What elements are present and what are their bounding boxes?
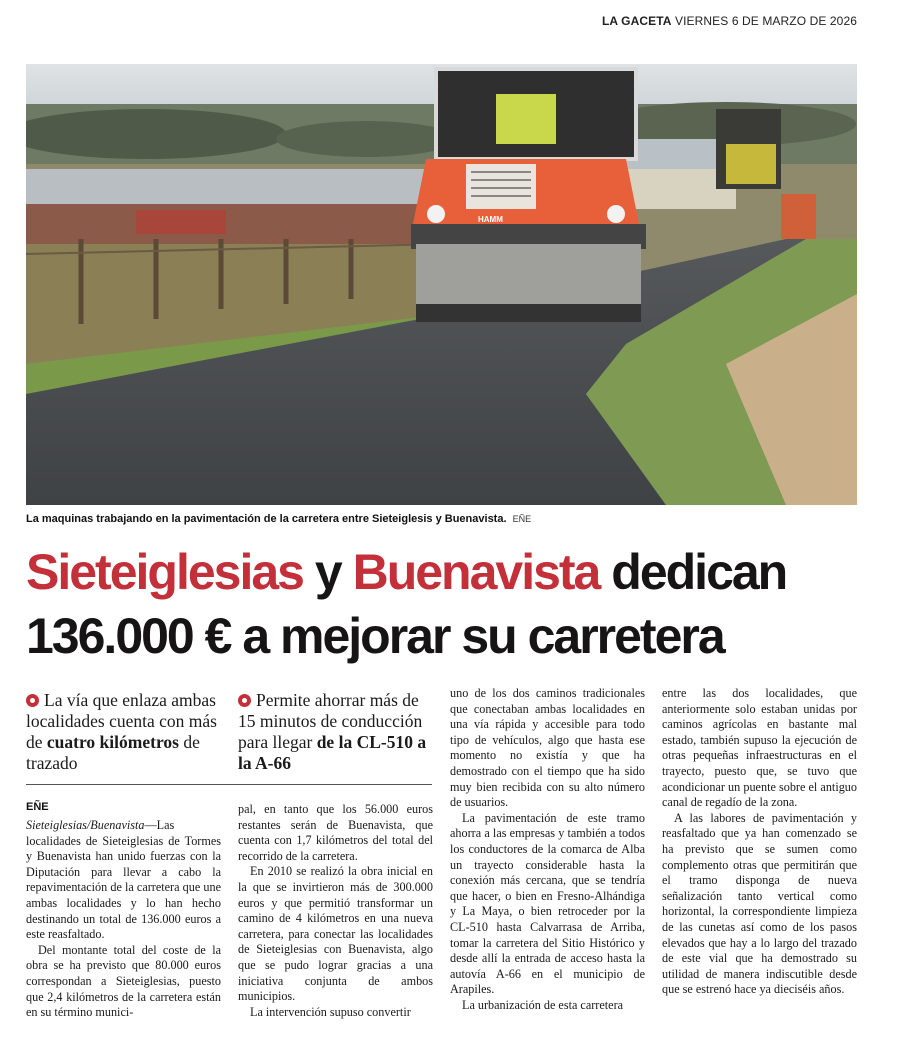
article-paragraph: La pavimentación de este tramo ahorra a las empresas y también a todos los conductores de la comarca de Alba un trayecto considerable hasta la conexión más cercana, que se tendría que hacer, o bien en Fresno-Alhándiga y La Maya, o bien retroceder por la CL-510 hasta Calvarrasa de Arriba, tomar la carretera del Sitio Histórico y desde allí la entrada de acceso hasta la autovía A-66 en el municipio de Arapiles. [450,810,645,997]
headline [26,540,876,668]
publication-name: LA GACETA [602,14,672,28]
byline: EÑE [26,801,49,813]
article-paragraph-text: —Las localidades de Sieteiglesias de Tormes y Buenavista han unido fuerzas con la Diputación para llevar a cabo la repavimentación de la carretera que une ambas localidades y lo han hecho destinando un total de 136.000 euros a este reasfaltado. [26,818,221,942]
article-column-4 [662,686,857,1025]
dateline: Sieteiglesias/Buenavista [26,818,145,832]
article-column-2 [238,802,433,1025]
article-paragraph: Del montante total del coste de la obra se ha previsto que 80.000 euros correspondan a Sieteiglesias, puesto que 2,4 kilómetros de la carretera están en su término munici- [26,942,221,1020]
photo-caption [26,513,857,525]
headline-connector: y [314,544,341,600]
subheadline-1-text: La vía que enlaza ambas localidades cuenta con más de [26,690,217,752]
issue-date: VIERNES 6 DE MARZO DE 2026 [675,14,857,28]
article-paragraph: La urbanización de esta carretera [462,997,624,1012]
subheadline-divider [26,784,432,785]
article-paragraph: pal, en tanto que los 56.000 euros restantes serán de Buenavista, que cuenta con 1,7 kilómetros del total del recorrido de la carretera. [238,802,433,863]
roller-brand-label: HAMM [478,215,503,224]
photo-credit: EÑE [512,514,532,524]
caption-text: La maquinas trabajando en la pavimentación de la carretera entre Sieteiglesis y Buenavista. [26,513,507,525]
article-paragraph [26,818,221,943]
article-paragraph: La intervención supuso convertir [250,1004,411,1019]
article-photo [26,64,857,505]
bullet-dot-icon [26,694,39,707]
headline-verb: dedican [611,544,787,600]
article-paragraph: A las labores de pavimentación y reasfaltado que ya han comenzado se ha previsto que se sumen como complemento otras que permitirán que el tramo disponga de nueva señalización tanto vertical como horizontal, la correspondiente limpieza de las cunetas así como de los pasos elevados que hay a lo largo del trazado de este vial que ha demostrado su utilidad de manera indiscutible desde que se estrenó hace ya dieciséis años. [662,810,857,997]
bullet-dot-icon [238,694,251,707]
subheadline-2-text: Permite ahorrar más de 15 minutos de conducción para llegar [238,690,423,752]
page-header [602,14,857,28]
subheadline-1 [26,690,226,774]
headline-town-1: Sieteiglesias [26,544,303,600]
subheadline-2 [238,690,434,774]
road-paving-illustration [26,64,857,505]
article-column-1 [26,818,221,1025]
headline-town-2: Buenavista [352,544,600,600]
article-paragraph: En 2010 se realizó la obra inicial en la que se invirtieron más de 300.000 euros y que permitió transformar un camino de 4 kilómetros en una nueva carretera, para conectar las localidades de Sieteiglesias con Buenavista, algo que se pudo lograr gracias a una iniciativa conjunta de ambos municipios. [238,864,433,1004]
article-column-3 [450,686,645,1025]
article-paragraph: entre las dos localidades, que anteriormente solo estaban unidas por caminos agrícolas en bastante mal estado, también supuso la ejecución de otras pequeñas infraestructuras en el trayecto, puesto que, se tuvo que acondicionar un puente sobre el antiguo canal de regadío de la zona. [662,686,857,810]
subheadline-1-tail: de trazado [26,732,200,773]
headline-line-2: 136.000 € a mejorar su carretera [26,608,724,664]
subheadline-1-bold: cuatro kilómetros [46,732,179,752]
subheadline-2-bold: de la CL-510 a la A-66 [238,732,427,773]
article-paragraph: uno de los dos caminos tradicionales que conectaban ambas localidades en una vía rápida y accesible para todo tipo de vehículos, algo que hasta ese momento no existía y que ha demostrado con el tiempo que ha sido muy bien recibida con su alto número de usuarios. [450,686,645,810]
